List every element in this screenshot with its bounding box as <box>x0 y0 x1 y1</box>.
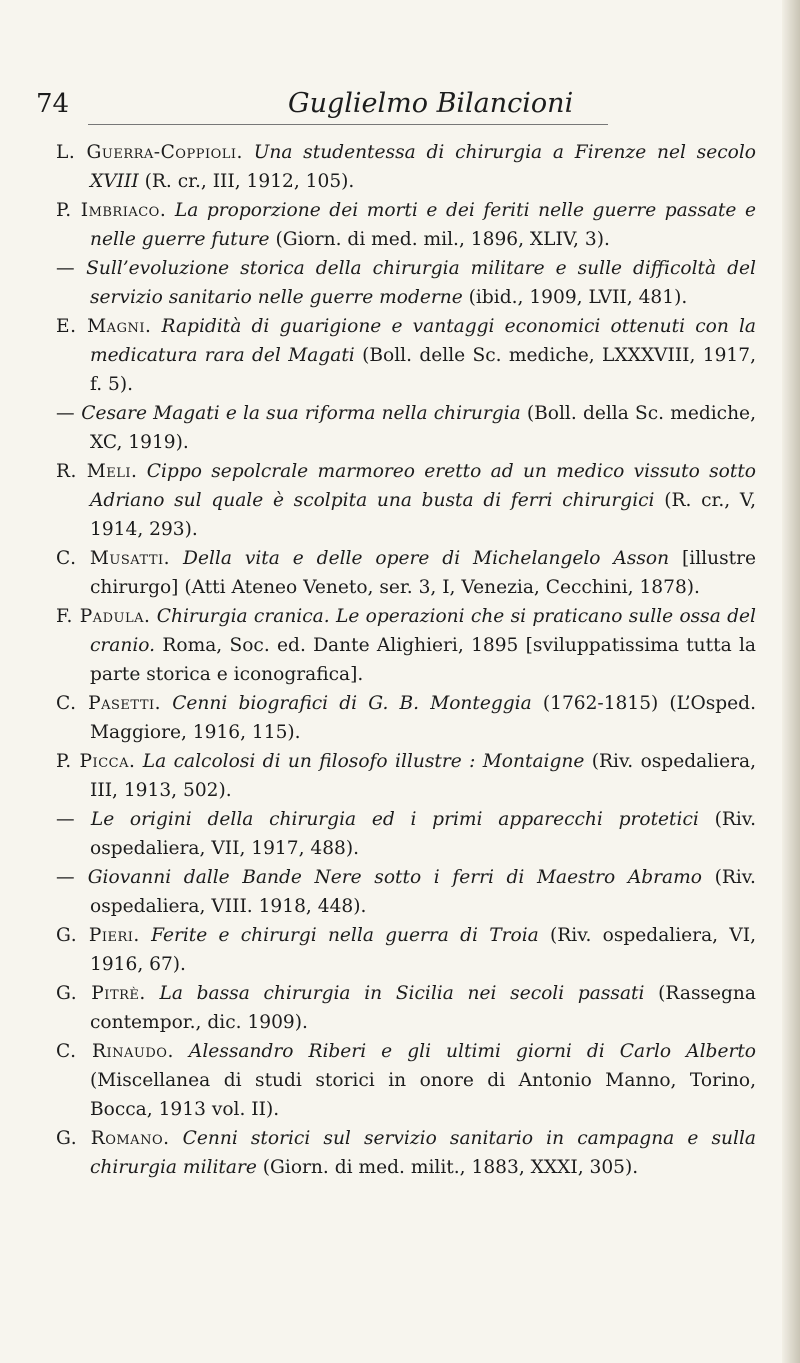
entry-details: (R. cr., III, 1912, 105). <box>144 171 355 192</box>
entry-details: (Miscellanea di studi storici in onore di Antonio Manno, Torino, Bocca, 1913 vol. II). <box>90 1070 756 1120</box>
bibliography-entry <box>56 544 756 602</box>
bibliography-entry <box>56 863 756 921</box>
page-number: 74 <box>36 89 70 119</box>
entry-details: (Boll. delle Sc. mediche, LXXXVIII, 1917, f. 5). <box>90 345 756 395</box>
entry-author: — <box>56 403 76 424</box>
bibliography-entry <box>56 399 756 457</box>
entry-author: R. Meli. <box>56 461 138 482</box>
bibliography-entry <box>56 312 756 399</box>
bibliography-entry <box>56 254 756 312</box>
header-rule <box>88 124 608 125</box>
entry-author: — <box>56 258 76 279</box>
entry-author: — <box>56 809 76 830</box>
bibliography-entry <box>56 921 756 979</box>
entry-author: — <box>56 867 76 888</box>
entry-title: La calcolosi di un filosofo illustre : Montaigne <box>142 751 585 772</box>
entry-details: [illustre chirurgo] (Atti Ateneo Veneto, ser. 3, I, Venezia, Cecchini, 1878). <box>90 548 756 598</box>
entry-details: (Riv. ospedaliera, VIII. 1918, 448). <box>90 867 756 917</box>
bibliography-entry <box>56 602 756 689</box>
bibliography-entry <box>56 747 756 805</box>
entry-title: Chirurgia cranica. Le operazioni che si praticano sulle ossa del cranio. <box>90 606 756 656</box>
entry-title: Una studentessa di chirurgia a Firenze nel secolo XVIII <box>90 142 756 192</box>
entry-title: Cenni biografici di G. B. Monteggia <box>172 693 532 714</box>
entry-title: Cippo sepolcrale marmoreo eretto ad un medico vissuto sotto Adriano sul quale è scolpita una busta di ferri chirurgici <box>90 461 756 511</box>
entry-title: Rapidità di guarigione e vantaggi economici ottenuti con la medicatura rara del Magati <box>90 316 756 366</box>
bibliography-entry <box>56 689 756 747</box>
bibliography-entry <box>56 979 756 1037</box>
entry-author: L. Guerra-Coppioli. <box>56 142 243 163</box>
entry-author: P. Picca. <box>56 751 136 772</box>
entry-author: F. Padula. <box>56 606 151 627</box>
entry-author: G. Romano. <box>56 1128 170 1149</box>
entry-author: C. Rinaudo. <box>56 1041 174 1062</box>
entry-details: (R. cr., V, 1914, 293). <box>90 490 756 540</box>
entry-details: (1762-1815) (L’Osped. Maggiore, 1916, 115). <box>90 693 756 743</box>
entry-details: Roma, Soc. ed. Dante Alighieri, 1895 [sviluppatissima tutta la parte storica e iconografica]. <box>90 635 756 685</box>
entry-details: (ibid., 1909, LVII, 481). <box>468 287 688 308</box>
entry-title: Le origini della chirurgia ed i primi apparecchi protetici <box>90 809 699 830</box>
entry-author: C. Pasetti. <box>56 693 162 714</box>
entry-title: Alessandro Riberi e gli ultimi giorni di Carlo Alberto <box>188 1041 756 1062</box>
bibliography-list <box>56 138 756 1182</box>
entry-details: (Boll. della Sc. mediche, XC, 1919). <box>90 403 756 453</box>
bibliography-entry <box>56 196 756 254</box>
entry-title: Giovanni dalle Bande Nere sotto i ferri di Maestro Abramo <box>87 867 702 888</box>
entry-details: (Riv. ospedaliera, VI, 1916, 67). <box>90 925 756 975</box>
entry-title: Cenni storici sul servizio sanitario in campagna e sulla chirurgia militare <box>90 1128 756 1178</box>
running-title: Guglielmo Bilancioni <box>288 88 574 119</box>
entry-title: Sull’evoluzione storica della chirurgia militare e sulle difficoltà del servizio sanitario nelle guerre moderne <box>86 258 756 308</box>
bibliography-entry <box>56 1124 756 1182</box>
bibliography-entry <box>56 1037 756 1124</box>
entry-details: (Riv. ospedaliera, VII, 1917, 488). <box>90 809 756 859</box>
entry-author: G. Pitrè. <box>56 983 146 1004</box>
bibliography-entry <box>56 457 756 544</box>
entry-details: (Rassegna contempor., dic. 1909). <box>90 983 756 1033</box>
entry-details: (Riv. ospedaliera, III, 1913, 502). <box>90 751 756 801</box>
entry-author: G. Pieri. <box>56 925 140 946</box>
entry-title: Ferite e chirurgi nella guerra di Troia <box>151 925 539 946</box>
entry-title: Cesare Magati e la sua riforma nella chirurgia <box>81 403 521 424</box>
bibliography-entry <box>56 138 756 196</box>
entry-author: E. Magni. <box>56 316 152 337</box>
entry-details: (Giorn. di med. mil., 1896, XLIV, 3). <box>275 229 610 250</box>
entry-author: C. Musatti. <box>56 548 171 569</box>
entry-title: Della vita e delle opere di Michelangelo Asson <box>183 548 670 569</box>
bibliography-entry <box>56 805 756 863</box>
entry-title: La bassa chirurgia in Sicilia nei secoli passati <box>159 983 645 1004</box>
entry-author: P. Imbriaco. <box>56 200 167 221</box>
page-edge <box>782 0 800 1363</box>
page-header <box>36 88 776 128</box>
entry-title: La proporzione dei morti e dei feriti nelle guerre passate e nelle guerre future <box>90 200 756 250</box>
entry-details: (Giorn. di med. milit., 1883, XXXI, 305). <box>262 1157 639 1178</box>
